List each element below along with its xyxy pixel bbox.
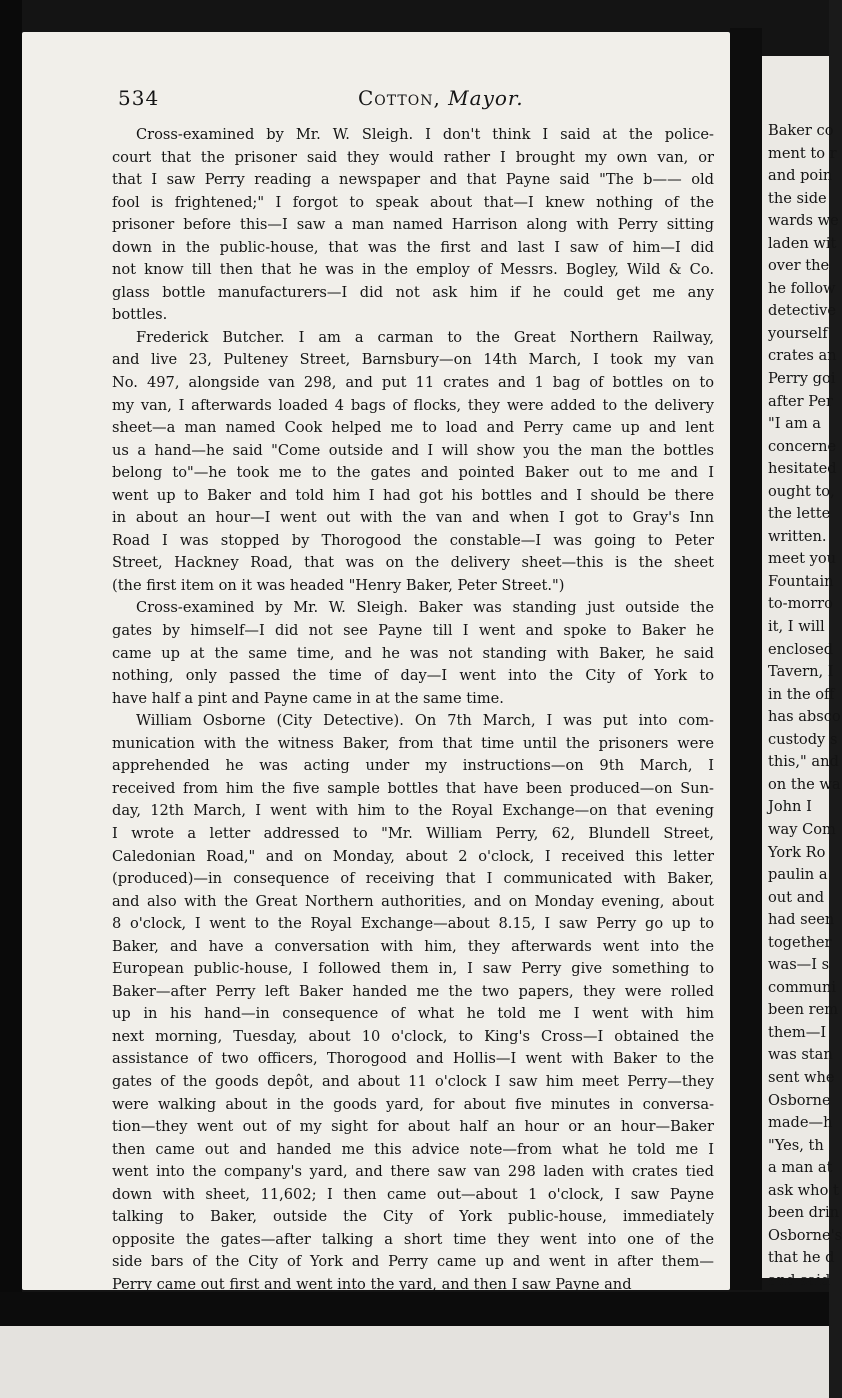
right-page-line: on the wa <box>768 775 841 793</box>
book-gutter <box>730 28 762 1290</box>
right-page-line: custody s <box>768 730 838 748</box>
text-line: then came out and handed me this advice note—from what he told me I <box>112 1140 714 1158</box>
right-page-line: been drin <box>768 1204 840 1222</box>
right-page-line: paulin a <box>768 866 828 884</box>
right-page-line: he follow <box>768 279 836 297</box>
text-line: went into the company's yard, and there saw van 298 laden with crates tied <box>112 1163 714 1181</box>
right-page-line: and said <box>768 1271 831 1289</box>
scan-bottom-shadow <box>0 1292 829 1326</box>
running-head <box>358 86 524 110</box>
right-page-line: yourself <box>768 324 828 342</box>
right-page-line: to-morro <box>768 595 833 613</box>
right-page-line: Osborne's <box>768 1226 842 1244</box>
text-line: day, 12th March, I went with him to the Royal Exchange—on that evening <box>112 802 714 820</box>
text-line: assistance of two officers, Thorogood and Hollis—I went with Baker to the <box>112 1050 714 1068</box>
text-line: received from him the five sample bottles that have been produced—on Sun- <box>112 779 714 797</box>
right-page-line: after Per <box>768 392 833 410</box>
text-line: Road I was stopped by Thorogood the constable—I was going to Peter <box>112 531 714 549</box>
text-line: and live 23, Pulteney Street, Barnsbury—on 14th March, I took my van <box>112 351 714 369</box>
right-page-line: communi <box>768 978 837 996</box>
right-page-line: detective <box>768 302 837 320</box>
text-line: Baker—after Perry left Baker handed me the two papers, they were rolled <box>112 982 714 1000</box>
right-page-line: Perry goi <box>768 370 836 388</box>
text-line: that I saw Perry reading a newspaper and that Payne said "The b—— old <box>112 171 714 189</box>
text-line: gates of the goods depôt, and about 11 o'clock I saw him meet Perry—they <box>112 1072 714 1090</box>
right-page-line: enclosed <box>768 640 834 658</box>
text-line: munication with the witness Baker, from that time until the prisoners were <box>112 734 714 752</box>
text-line: next morning, Tuesday, about 10 o'clock, to King's Cross—I obtained the <box>112 1027 714 1045</box>
right-page-line: Tavern, I <box>768 663 834 681</box>
right-page-line: ought to, <box>768 482 835 500</box>
right-page-line: it, I will <box>768 618 825 636</box>
text-line: I wrote a letter addressed to "Mr. William Perry, 62, Blundell Street, <box>112 824 714 842</box>
right-page-line: had seen <box>768 911 835 929</box>
right-page-line: was stan <box>768 1046 833 1064</box>
text-line: Caledonian Road," and on Monday, about 2 o'clock, I received this letter <box>112 847 714 865</box>
text-line: talking to Baker, outside the City of York public-house, immediately <box>112 1208 714 1226</box>
right-page-line: John I <box>768 798 812 816</box>
scan-left-edge <box>0 0 22 1398</box>
text-line: European public-house, I followed them in, I saw Perry give something to <box>112 960 714 978</box>
right-page-line: "I am a <box>768 415 821 433</box>
text-line: came up at the same time, and he was not standing with Baker, he said <box>112 644 714 662</box>
text-line: prisoner before this—I saw a man named Harrison along with Perry sitting <box>112 216 714 234</box>
right-page-line: written. <box>768 527 827 545</box>
text-line: and also with the Great Northern authorities, and on Monday evening, about <box>112 892 714 910</box>
text-line: my van, I afterwards loaded 4 bags of flocks, they were added to the delivery <box>112 396 714 414</box>
page-number: 534 <box>118 86 160 110</box>
right-page-line: Baker co <box>768 122 834 139</box>
right-page-line: together <box>768 933 832 951</box>
text-line: not know till then that he was in the employ of Messrs. Bogley, Wild & Co. <box>112 261 714 279</box>
text-line: Perry came out first and went into the yard, and then I saw Payne and <box>112 1275 632 1293</box>
right-page-line: crates an <box>768 347 837 365</box>
right-page-line: been rem <box>768 1001 839 1019</box>
text-line: sheet—a man named Cook helped me to load and Perry came up and lent <box>112 419 714 437</box>
text-line: glass bottle manufacturers—I did not ask him if he could get me any <box>112 283 714 301</box>
running-head-role: Mayor. <box>448 86 524 110</box>
right-page-line: wards we <box>768 212 839 230</box>
right-page-line: Osborne <box>768 1091 831 1109</box>
text-line: (the first item on it was headed "Henry Baker, Peter Street.") <box>112 576 565 594</box>
body-text <box>112 124 714 1296</box>
right-page-line: ment to r <box>768 144 837 162</box>
running-head-name: Cotton, <box>358 86 441 110</box>
text-line: in about an hour—I went out with the van and when I got to Gray's Inn <box>112 509 714 527</box>
right-page-line: a man at <box>768 1159 833 1177</box>
text-line: up in his hand—in consequence of what he told me I went with him <box>112 1005 714 1023</box>
right-page-line: over the <box>768 257 830 275</box>
text-line: fool is frightened;" I forgot to speak about that—I knew nothing of the <box>112 193 714 211</box>
text-line: Cross-examined by Mr. W. Sleigh. I don't think I said at the police- <box>136 126 714 143</box>
right-page-line: concerne <box>768 437 837 455</box>
text-line: Baker, and have a conversation with him, they afterwards went into the <box>112 937 714 955</box>
right-page-line: made—h <box>768 1114 833 1132</box>
right-page-line: Fountain <box>768 572 834 590</box>
text-line: belong to"—he took me to the gates and pointed Baker out to me and I <box>112 464 714 482</box>
right-page-line: "Yes, th <box>768 1136 824 1154</box>
text-line: have half a pint and Payne came in at the same time. <box>112 689 504 707</box>
right-page-line: this," and <box>768 753 839 771</box>
text-line: went up to Baker and told him I had got his bottles and I should be there <box>112 486 714 504</box>
text-line: nothing, only passed the time of day—I went into the City of York to <box>112 667 714 685</box>
right-page-line: hesitated <box>768 460 837 478</box>
text-line: were walking about in the goods yard, for about five minutes in conversa- <box>112 1095 714 1113</box>
text-line: bottles. <box>112 306 168 324</box>
right-page-line: has absco <box>768 708 841 726</box>
right-page-line: meet you <box>768 550 837 568</box>
scan-bottom-strip <box>0 1326 829 1398</box>
text-line: William Osborne (City Detective). On 7th March, I was put into com- <box>136 712 714 730</box>
right-page-line: that he d <box>768 1249 835 1267</box>
right-page-line: York Ro <box>768 843 826 861</box>
text-line: Street, Hackney Road, that was on the delivery sheet—this is the sheet <box>112 554 714 572</box>
text-line: down with sheet, 11,602; I then came out—about 1 o'clock, I saw Payne <box>112 1185 714 1203</box>
text-line: (produced)—in consequence of receiving that I communicated with Baker, <box>112 870 714 888</box>
text-line: court that the prisoner said they would rather I brought my own van, or <box>112 148 714 166</box>
right-page-text <box>768 120 842 1292</box>
text-line: down in the public-house, that was the first and last I saw of him—I did <box>112 238 714 256</box>
right-page-line: out and <box>768 888 825 906</box>
text-line: tion—they went out of my sight for about half an hour or an hour—Baker <box>112 1118 714 1136</box>
right-page-line: the side <box>768 189 827 207</box>
text-line: opposite the gates—after talking a short time they went into one of the <box>112 1230 714 1248</box>
text-line: side bars of the City of York and Perry came up and went in after them— <box>112 1253 714 1271</box>
right-page-line: them—I <box>768 1023 827 1041</box>
text-line: 8 o'clock, I went to the Royal Exchange—about 8.15, I saw Perry go up to <box>112 915 714 933</box>
text-line: gates by himself—I did not see Payne till I went and spoke to Baker he <box>112 622 714 640</box>
right-page-line: laden wit <box>768 234 837 252</box>
right-page-line: and poin <box>768 167 833 185</box>
text-line: Cross-examined by Mr. W. Sleigh. Baker was standing just outside the <box>136 599 714 617</box>
page-header <box>118 86 714 116</box>
right-page-line: the lette <box>768 505 831 523</box>
right-page-line: way Com <box>768 820 836 838</box>
text-line: apprehended he was acting under my instructions—on 9th March, I <box>112 757 714 775</box>
text-line: Frederick Butcher. I am a carman to the Great Northern Railway, <box>136 328 714 346</box>
text-line: us a hand—he said "Come outside and I will show you the man the bottles <box>112 441 714 459</box>
right-page-line: in the off <box>768 685 835 703</box>
text-line: No. 497, alongside van 298, and put 11 crates and 1 bag of bottles on to <box>112 374 714 392</box>
right-page-line: ask who t <box>768 1181 839 1199</box>
right-page-line: sent whe <box>768 1068 835 1086</box>
right-page-line: was—I s <box>768 956 830 974</box>
